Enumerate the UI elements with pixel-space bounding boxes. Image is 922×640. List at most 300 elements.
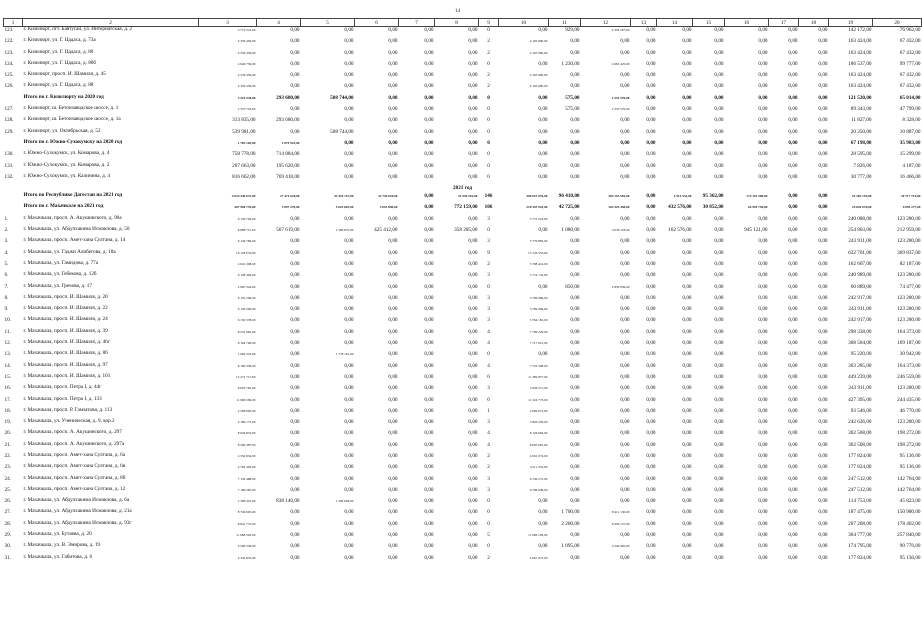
value-cell: 0,00 — [570, 498, 580, 505]
value-cell: 3 097 270,00 — [281, 205, 300, 210]
value-cell: 0,00 — [344, 27, 354, 33]
value-cell: 0,00 — [290, 27, 300, 33]
value-cell: 0,00 — [646, 543, 656, 550]
value-cell: 9 — [487, 249, 490, 256]
row-number-cell: 124. — [4, 60, 14, 67]
value-cell: 8 252 962,00 — [237, 329, 256, 334]
value-cell: 242 636,00 — [848, 419, 872, 426]
value-cell: 0,00 — [538, 283, 548, 290]
value-cell: 106 — [484, 204, 493, 211]
value-cell: 5 636 571,00 — [529, 386, 548, 391]
value-cell: 0,00 — [388, 162, 398, 169]
value-cell: 0,00 — [788, 83, 798, 90]
value-cell: 0,00 — [290, 249, 300, 256]
value-cell: 123 280,00 — [897, 238, 921, 245]
table-row — [4, 151, 922, 162]
table-row — [4, 453, 922, 464]
value-cell: 0,00 — [620, 385, 630, 392]
value-cell: 0,00 — [344, 543, 354, 550]
value-cell: 67 432,00 — [899, 83, 921, 90]
value-cell: 0,00 — [344, 294, 354, 301]
value-cell: 427 395,00 — [848, 396, 872, 403]
value-cell: 0,00 — [468, 106, 478, 113]
value-cell: 11 382 877,00 — [528, 374, 548, 379]
value-cell: 0,00 — [646, 128, 656, 135]
value-cell: 4 — [487, 441, 490, 448]
value-cell: 60 889,00 — [850, 283, 872, 290]
value-cell: 4 334 834,00 — [237, 453, 256, 458]
value-cell: 0,00 — [424, 475, 434, 482]
value-cell: 0,00 — [682, 385, 692, 392]
value-cell: 0,00 — [788, 283, 798, 290]
value-cell: 0,00 — [758, 117, 768, 124]
row-number-cell: 5. — [4, 260, 9, 267]
value-cell: 0,00 — [818, 509, 828, 516]
address-cell: г. Махачкала, ул. Гамидова, д. 77а — [23, 259, 99, 266]
value-cell: 0,00 — [290, 430, 300, 437]
value-cell: 0,00 — [344, 419, 354, 426]
table-row — [4, 272, 922, 283]
value-cell: 0,00 — [818, 173, 828, 180]
value-cell: 0,00 — [646, 94, 656, 101]
value-cell: 0,00 — [570, 83, 580, 90]
value-cell: 0,00 — [788, 396, 798, 403]
value-cell: 0,00 — [344, 407, 354, 414]
value-cell: 0,00 — [388, 38, 398, 45]
value-cell: 0,00 — [570, 215, 580, 222]
value-cell: 575,00 — [565, 94, 580, 101]
value-cell: 0,00 — [714, 38, 724, 45]
value-cell: 4 336 456,00 — [237, 84, 256, 89]
value-cell: 0,00 — [818, 407, 828, 414]
value-cell: 0,00 — [290, 328, 300, 335]
value-cell: 0,00 — [344, 72, 354, 79]
address-cell: г. Махачкала, просп. Амет-хана Султана, д. 14 — [23, 237, 126, 244]
value-cell: 0,00 — [714, 283, 724, 290]
value-cell: 0,00 — [714, 385, 724, 392]
value-cell: 67 432,00 — [899, 38, 921, 45]
value-cell: 758 778,00 — [232, 151, 256, 158]
value-cell: 0,00 — [714, 72, 724, 79]
value-cell: 0,00 — [758, 249, 768, 256]
value-cell: 0,00 — [424, 317, 434, 324]
value-cell: 0,00 — [468, 328, 478, 335]
address-cell: г. Махачкала, ул. Абдулхакима Исмаилова, д. 21а — [23, 508, 132, 515]
value-cell: 0,00 — [818, 238, 828, 245]
value-cell: 0,00 — [682, 407, 692, 414]
value-cell: 0,00 — [290, 306, 300, 313]
value-cell: 30 942,00 — [899, 351, 921, 358]
value-cell: 0,00 — [788, 117, 798, 124]
value-cell: 0,00 — [788, 128, 798, 135]
value-cell: 0,00 — [468, 340, 478, 347]
table-row — [4, 27, 922, 39]
value-cell: 4 663 425,00 — [611, 61, 630, 66]
value-cell: 0,00 — [424, 94, 434, 101]
value-cell: 0,00 — [714, 486, 724, 493]
value-cell: 3 224 534,00 — [237, 95, 256, 100]
value-cell: 0 — [487, 162, 490, 169]
value-cell: 0,00 — [424, 117, 434, 124]
value-cell: 0,00 — [468, 486, 478, 493]
value-cell: 163 424,00 — [848, 38, 872, 45]
value-cell: 1 095,00 — [561, 543, 580, 550]
value-cell: 0,00 — [758, 162, 768, 169]
address-cell: г. Махачкала, просп. Амет-хана Султана, д. 8б — [23, 474, 126, 481]
value-cell: 164 373,00 — [897, 328, 921, 335]
value-cell: 2 200,00 — [561, 520, 580, 527]
row-number-cell: 10. — [4, 317, 11, 324]
value-cell: 0,00 — [788, 475, 798, 482]
value-cell: 0,00 — [788, 328, 798, 335]
subtotal-row — [4, 140, 922, 151]
column-number-cell: 12 — [581, 19, 631, 27]
row-number-cell: 25. — [4, 486, 11, 493]
value-cell: 173 191 508,00 — [746, 194, 768, 199]
value-cell: 3 820 259,00 — [529, 420, 548, 425]
value-cell: 0,00 — [714, 464, 724, 471]
value-cell: 0,00 — [788, 486, 798, 493]
value-cell: 0,00 — [538, 351, 548, 358]
value-cell: 0,00 — [424, 294, 434, 301]
value-cell: 0,00 — [388, 173, 398, 180]
value-cell: 0,00 — [646, 283, 656, 290]
value-cell: 0,00 — [388, 532, 398, 539]
value-cell: 0,00 — [714, 139, 724, 146]
value-cell: 300 023 976,00 — [526, 194, 548, 199]
value-cell: 0,00 — [620, 249, 630, 256]
value-cell: 0,00 — [646, 306, 656, 313]
value-cell: 7 799 229,00 — [529, 329, 548, 334]
address-cell: г. Кизилюрт, ул. Октябрьская, д. 52 — [23, 127, 101, 134]
value-cell: 0,00 — [758, 94, 768, 101]
table-row — [4, 284, 922, 295]
value-cell: 2 233 576,00 — [611, 107, 630, 112]
value-cell: 0,00 — [620, 407, 630, 414]
value-cell: 3 053 850,00 — [379, 205, 398, 210]
column-number-cell: 18 — [799, 19, 829, 27]
value-cell: 0,00 — [468, 27, 478, 33]
value-cell: 0,00 — [424, 38, 434, 45]
value-cell: 177 824,00 — [848, 554, 872, 561]
value-cell: 95 220,00 — [850, 351, 872, 358]
address-cell: г. Махачкала, ул. Абдулхакима Исмаилова, д. 50 — [23, 226, 130, 233]
value-cell: 0,00 — [570, 328, 580, 335]
value-cell: 163 424,00 — [848, 72, 872, 79]
value-cell: 0,00 — [758, 260, 768, 267]
value-cell: 0,00 — [620, 396, 630, 403]
value-cell: 15 126 353,00 — [528, 250, 548, 255]
address-cell: г. Махачкала, просп. А. Акушинского, д. 90а — [23, 214, 122, 221]
value-cell: 0,00 — [424, 215, 434, 222]
value-cell: 6 — [487, 396, 490, 403]
value-cell: 0,00 — [290, 419, 300, 426]
value-cell: 28 595,00 — [850, 151, 872, 158]
value-cell: 0,00 — [468, 283, 478, 290]
value-cell: 8 328,00 — [902, 117, 921, 124]
value-cell: 0,00 — [620, 306, 630, 313]
value-cell: 0,00 — [682, 328, 692, 335]
value-cell: 0,00 — [344, 215, 354, 222]
value-cell: 0,00 — [620, 486, 630, 493]
value-cell: 0,00 — [388, 151, 398, 158]
value-cell: 5 779 865,00 — [529, 239, 548, 244]
row-number-cell: 13. — [4, 351, 11, 358]
value-cell: 178 402,00 — [897, 520, 921, 527]
value-cell: 0,00 — [620, 498, 630, 505]
value-cell: 0,00 — [646, 373, 656, 380]
value-cell: 0,00 — [620, 139, 630, 146]
value-cell: 0,00 — [570, 151, 580, 158]
subtotal-row — [4, 193, 922, 204]
value-cell: 0,00 — [570, 532, 580, 539]
value-cell: 0,00 — [818, 215, 828, 222]
value-cell: 123 280,00 — [897, 294, 921, 301]
row-number-cell: 129. — [4, 128, 14, 135]
value-cell: 0,00 — [388, 475, 398, 482]
value-cell: 0,00 — [620, 475, 630, 482]
value-cell: 0,00 — [714, 407, 724, 414]
address-cell: Итого по Республике Дагестан на 2021 год — [23, 192, 123, 199]
page-number: 14 — [455, 9, 460, 14]
value-cell: 0,00 — [570, 362, 580, 369]
value-cell: 0,00 — [818, 294, 828, 301]
value-cell: 0,00 — [714, 294, 724, 301]
value-cell: 0,00 — [424, 340, 434, 347]
value-cell: 0,00 — [646, 396, 656, 403]
value-cell: 3 — [487, 317, 490, 324]
value-cell: 0,00 — [290, 128, 300, 135]
value-cell: 0,00 — [714, 106, 724, 113]
value-cell: 0,00 — [388, 27, 398, 33]
value-cell: 0,00 — [714, 419, 724, 426]
value-cell: 121 520,00 — [848, 94, 872, 101]
value-cell: 0,00 — [468, 306, 478, 313]
value-cell: 0,00 — [758, 49, 768, 56]
value-cell: 212 959,00 — [897, 227, 921, 234]
value-cell: 0,00 — [620, 162, 630, 169]
value-cell: 0,00 — [424, 306, 434, 313]
value-cell: 0,00 — [818, 317, 828, 324]
column-number-cell: 19 — [829, 19, 873, 27]
value-cell: 0,00 — [388, 396, 398, 403]
value-cell: 0,00 — [758, 362, 768, 369]
value-cell: 0,00 — [714, 351, 724, 358]
value-cell: 0,00 — [468, 49, 478, 56]
row-number-cell: 7. — [4, 283, 9, 290]
value-cell: 0,00 — [758, 306, 768, 313]
value-cell: 0,00 — [788, 407, 798, 414]
address-cell: г. Махачкала, ул. Гречова, д. 17 — [23, 282, 92, 289]
value-cell: 0,00 — [424, 238, 434, 245]
value-cell: 2 859 959,00 — [611, 284, 630, 289]
value-cell: 4 — [487, 328, 490, 335]
value-cell: 0,00 — [818, 249, 828, 256]
value-cell: 0,00 — [758, 532, 768, 539]
value-cell: 0,00 — [620, 238, 630, 245]
value-cell: 1 904 323,00 — [237, 352, 256, 357]
value-cell: 0,00 — [538, 139, 548, 146]
table-row — [4, 83, 922, 94]
address-cell: Итого по г. Южно-Сухокумску на 2020 год — [23, 138, 123, 145]
value-cell: 0,00 — [570, 486, 580, 493]
value-cell: 0,00 — [424, 60, 434, 67]
value-cell: 0,00 — [620, 351, 630, 358]
address-cell: г. Махачкала, просп. И. Шамиля, д. 22 — [23, 305, 108, 312]
value-cell: 0,00 — [620, 173, 630, 180]
value-cell: 0,00 — [646, 554, 656, 561]
value-cell: 0,00 — [344, 306, 354, 313]
row-number-cell: 30. — [4, 543, 11, 550]
value-cell: 0,00 — [714, 441, 724, 448]
column-number-cell: 2 — [23, 19, 199, 27]
value-cell: 0,00 — [714, 260, 724, 267]
value-cell: 5 514 532,00 — [673, 194, 692, 199]
value-cell: 0,00 — [758, 294, 768, 301]
value-cell: 0,00 — [646, 106, 656, 113]
value-cell: 0,00 — [290, 283, 300, 290]
value-cell: 11 668 502,00 — [236, 533, 256, 538]
value-cell: 0,00 — [468, 430, 478, 437]
value-cell: 0,00 — [570, 272, 580, 279]
row-number-cell: 27. — [4, 509, 11, 516]
row-number-cell: 16. — [4, 385, 11, 392]
row-number-cell: 126. — [4, 83, 14, 90]
value-cell: 0,00 — [620, 452, 630, 459]
value-cell: 0,00 — [788, 294, 798, 301]
value-cell: 0,00 — [758, 486, 768, 493]
column-number-cell: 20 — [873, 19, 922, 27]
value-cell: 0,00 — [468, 83, 478, 90]
value-cell: 0,00 — [424, 520, 434, 527]
table-row — [4, 498, 922, 509]
value-cell: 0,00 — [646, 475, 656, 482]
value-cell: 11 996 509,00 — [236, 397, 256, 402]
value-cell: 8 596 387,00 — [237, 442, 256, 447]
value-cell: 0,00 — [468, 294, 478, 301]
value-cell: 0,00 — [788, 204, 798, 211]
value-cell: 65 014,00 — [899, 94, 921, 101]
address-cell: г. Кизилюрт, пгт. Бавтугай, ул. Интернатская, д. 2 — [23, 26, 133, 32]
value-cell: 0,00 — [646, 227, 656, 234]
value-cell: 0,00 — [714, 396, 724, 403]
value-cell: 0,00 — [468, 475, 478, 482]
value-cell: 4 949 739,00 — [237, 61, 256, 66]
value-cell: 0,00 — [714, 249, 724, 256]
value-cell: 0,00 — [424, 260, 434, 267]
value-cell: 0,00 — [468, 498, 478, 505]
row-number-cell: 3. — [4, 238, 9, 245]
value-cell: 0,00 — [388, 486, 398, 493]
value-cell: 51 282 153,00 — [852, 194, 872, 199]
value-cell: 4 336 456,00 — [237, 39, 256, 44]
value-cell: 0,00 — [570, 306, 580, 313]
value-cell: 45 823,00 — [899, 498, 921, 505]
column-number-cell: 10 — [499, 19, 549, 27]
value-cell: 0,00 — [758, 373, 768, 380]
value-cell: 0,00 — [290, 475, 300, 482]
value-cell: 0,00 — [818, 38, 828, 45]
value-cell: 0,00 — [388, 340, 398, 347]
value-cell: 4 511 455,00 — [529, 465, 548, 470]
value-cell: 0,00 — [646, 520, 656, 527]
value-cell: 0,00 — [290, 272, 300, 279]
value-cell: 0,00 — [538, 106, 548, 113]
value-cell: 0,00 — [620, 117, 630, 124]
row-number-cell — [4, 204, 23, 215]
value-cell: 0,00 — [468, 272, 478, 279]
value-cell: 0,00 — [388, 83, 398, 90]
value-cell: 0,00 — [646, 117, 656, 124]
value-cell: 0,00 — [788, 215, 798, 222]
value-cell: 257 840,00 — [897, 532, 921, 539]
value-cell: 0,00 — [818, 373, 828, 380]
value-cell: 0,00 — [714, 520, 724, 527]
value-cell: 0,00 — [570, 117, 580, 124]
value-cell: 0,00 — [290, 362, 300, 369]
value-cell: 0,00 — [758, 340, 768, 347]
table-row — [4, 38, 922, 49]
value-cell: 0,00 — [570, 430, 580, 437]
value-cell: 0,00 — [682, 173, 692, 180]
value-cell: 4 105 600,00 — [529, 73, 548, 78]
value-cell: 0,00 — [290, 215, 300, 222]
value-cell: 123 280,00 — [897, 385, 921, 392]
value-cell: 0,00 — [714, 554, 724, 561]
value-cell: 218 343 925,00 — [526, 205, 548, 210]
value-cell: 0,00 — [818, 351, 828, 358]
value-cell: 0,00 — [818, 94, 828, 101]
value-cell: 0,00 — [788, 464, 798, 471]
value-cell: 0,00 — [788, 452, 798, 459]
value-cell: 0,00 — [290, 532, 300, 539]
value-cell: 0 — [487, 173, 490, 180]
value-cell: 1 — [487, 407, 490, 414]
value-cell: 0,00 — [388, 441, 398, 448]
value-cell: 8 095 607,00 — [529, 442, 548, 447]
column-number-cell: 9 — [479, 19, 499, 27]
value-cell: 20 717 710,00 — [901, 194, 921, 199]
value-cell: 4 — [487, 362, 490, 369]
value-cell: 0,00 — [290, 238, 300, 245]
value-cell: 4 105 600,00 — [529, 84, 548, 89]
value-cell: 0,00 — [468, 509, 478, 516]
value-cell: 2 — [487, 464, 490, 471]
row-number-cell: 14. — [4, 362, 11, 369]
value-cell: 0,00 — [344, 272, 354, 279]
value-cell: 0 — [487, 117, 490, 124]
value-cell: 313 835,00 — [232, 117, 256, 124]
value-cell: 0,00 — [468, 373, 478, 380]
value-cell: 2 — [487, 49, 490, 56]
row-number-cell: 122. — [4, 38, 14, 45]
value-cell: 0,00 — [788, 272, 798, 279]
value-cell: 4 336 456,00 — [237, 73, 256, 78]
value-cell: 0,00 — [758, 283, 768, 290]
value-cell: 0,00 — [818, 441, 828, 448]
value-cell: 1 783 103,00 — [237, 140, 256, 145]
value-cell: 2 232 576,00 — [611, 95, 630, 100]
value-cell: 0,00 — [758, 520, 768, 527]
value-cell: 0,00 — [388, 554, 398, 561]
value-cell: 1 230,00 — [561, 60, 580, 67]
value-cell: 0,00 — [570, 294, 580, 301]
value-cell: 177 824,00 — [848, 452, 872, 459]
value-cell: 0,00 — [682, 49, 692, 56]
value-cell: 0,00 — [388, 283, 398, 290]
value-cell: 0,00 — [758, 419, 768, 426]
value-cell: 0,00 — [388, 430, 398, 437]
